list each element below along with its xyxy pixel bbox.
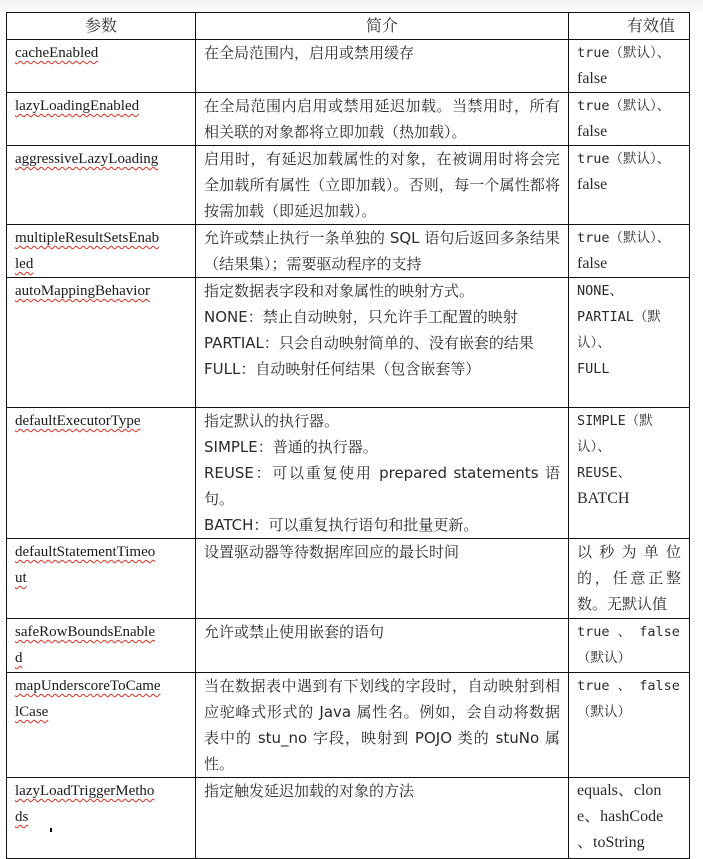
desc-text: FULL：自动映射任何结果（包含嵌套等） (204, 360, 481, 378)
desc-text: REUSE：可以重复使用 prepared statements 语句。 (204, 464, 560, 508)
table-row (7, 778, 690, 859)
valid-values-cell[interactable] (569, 408, 690, 539)
param-cell[interactable] (7, 93, 196, 146)
desc-text: 在全局范围内，启用或禁用缓存 (204, 44, 415, 62)
desc-text: 允许或禁止使用嵌套的语句 (204, 623, 385, 641)
valid-values-cell[interactable] (569, 40, 690, 93)
param-name-line: ut (15, 570, 27, 586)
param-name-line: lazyLoadTriggerMetho (15, 783, 155, 799)
valid-values-cell[interactable] (569, 278, 690, 408)
param-cell[interactable] (7, 278, 196, 408)
valid-value-line: false (577, 176, 608, 193)
param-name-line: multipleResultSetsEnab (15, 230, 160, 246)
desc-text: 指定数据表字段和对象属性的映射方式。 (204, 282, 475, 300)
desc-text: 允许或禁止执行一条单独的 SQL 语句后返回多条结果（结果集）；需要驱动程序的支持 (204, 229, 560, 273)
valid-value-line: true（默认）、 (577, 230, 671, 246)
desc-text: SIMPLE：普通的执行器。 (204, 438, 378, 456)
valid-values-cell[interactable] (569, 93, 690, 146)
param-cell[interactable] (7, 619, 196, 673)
param-name: defaultExecutorType (15, 413, 141, 429)
table-row (7, 539, 690, 619)
desc-text: PARTIAL：只会自动映射简单的、没有嵌套的结果 (204, 334, 534, 352)
table-row (7, 619, 690, 673)
valid-values-cell[interactable] (569, 778, 690, 859)
table-row (7, 93, 690, 146)
desc-text: 启用时，有延迟加载属性的对象，在被调用时将会完全加载所有属性（立即加载）。否则，每一个属性都将按需加载（即延迟加载）。 (204, 150, 560, 220)
param-name-line: ds (15, 809, 29, 825)
param-name: cacheEnabled (15, 45, 99, 61)
param-name-line: d (15, 650, 23, 666)
param-cell[interactable] (7, 539, 196, 619)
param-name-line: safeRowBoundsEnable (15, 624, 155, 640)
header-valid-values: 有效值 (569, 13, 690, 40)
valid-value-line: BATCH (577, 490, 630, 507)
param-cell[interactable] (7, 408, 196, 539)
param-cell[interactable] (7, 225, 196, 278)
valid-value-line: PARTIAL（默认）、 (577, 309, 661, 351)
table-row (7, 225, 690, 278)
param-cell[interactable] (7, 778, 196, 859)
table-row (7, 146, 690, 225)
param-name: autoMappingBehavior (15, 283, 150, 299)
desc-cell[interactable] (196, 673, 569, 778)
valid-value-line: equals、clone、hashCode 、toString (577, 782, 664, 851)
param-name-line: mapUnderscoreToCame (15, 678, 161, 694)
valid-value-line: SIMPLE（默认）、 (577, 413, 653, 455)
table-header-row (7, 13, 690, 40)
valid-value-line: true（默认）、 (577, 45, 671, 61)
valid-value-line: true 、 false（默认） (577, 624, 680, 666)
desc-cell[interactable] (196, 146, 569, 225)
param-name-line: defaultStatementTimeo (15, 544, 156, 560)
valid-value-line: NONE、 (577, 283, 624, 299)
valid-values-cell[interactable] (569, 619, 690, 673)
text-cursor-mark (50, 828, 52, 832)
desc-text: 指定默认的执行器。 (204, 412, 340, 430)
desc-cell[interactable] (196, 619, 569, 673)
valid-value-line: false (577, 70, 608, 87)
desc-cell[interactable] (196, 225, 569, 278)
desc-text: BATCH：可以重复执行语句和批量更新。 (204, 516, 479, 534)
desc-text: NONE：禁止自动映射，只允许手工配置的映射 (204, 308, 518, 326)
desc-text: 指定触发延迟加载的对象的方法 (204, 782, 415, 800)
desc-text: 设置驱动器等待数据库回应的最长时间 (204, 543, 460, 561)
param-name: lazyLoadingEnabled (15, 98, 140, 114)
table-row (7, 408, 690, 539)
header-desc: 简介 (196, 13, 569, 40)
desc-cell[interactable] (196, 778, 569, 859)
valid-values-cell[interactable] (569, 539, 690, 619)
param-name-line: led (15, 256, 34, 272)
valid-value-line: REUSE、 (577, 465, 632, 481)
desc-text: 在全局范围内启用或禁用延迟加载。当禁用时，所有相关联的对象都将立即加载（热加载）。 (204, 97, 560, 141)
valid-value-line: true（默认）、 (577, 98, 671, 114)
header-param: 参数 (7, 13, 196, 40)
valid-value-line: 以秒为单位的，任意正整数。无默认值 (577, 543, 681, 613)
desc-cell[interactable] (196, 40, 569, 93)
param-name: aggressiveLazyLoading (15, 151, 159, 167)
desc-cell[interactable] (196, 539, 569, 619)
valid-value-line: FULL (577, 361, 610, 377)
table-row (7, 40, 690, 93)
valid-value-line: false (577, 123, 608, 140)
desc-cell[interactable] (196, 278, 569, 408)
valid-value-line: false (577, 255, 608, 272)
valid-value-line: true（默认）、 (577, 151, 671, 167)
desc-cell[interactable] (196, 408, 569, 539)
valid-values-cell[interactable] (569, 673, 690, 778)
table-row (7, 278, 690, 408)
param-cell[interactable] (7, 40, 196, 93)
mybatis-settings-table (6, 12, 690, 859)
window-top-band (0, 0, 703, 12)
desc-cell[interactable] (196, 93, 569, 146)
desc-text: 当在数据表中遇到有下划线的字段时，自动映射到相应驼峰式形式的 Java 属性名。例如，会自动将数据表中的 stu_no 字段，映射到 POJO 类的 stuNo 属性。 (204, 677, 560, 773)
valid-values-cell[interactable] (569, 146, 690, 225)
param-cell[interactable] (7, 673, 196, 778)
valid-values-cell[interactable] (569, 225, 690, 278)
table-row (7, 673, 690, 778)
valid-value-line: true 、 false（默认） (577, 678, 680, 720)
param-cell[interactable] (7, 146, 196, 225)
param-name-line: lCase (15, 704, 49, 720)
